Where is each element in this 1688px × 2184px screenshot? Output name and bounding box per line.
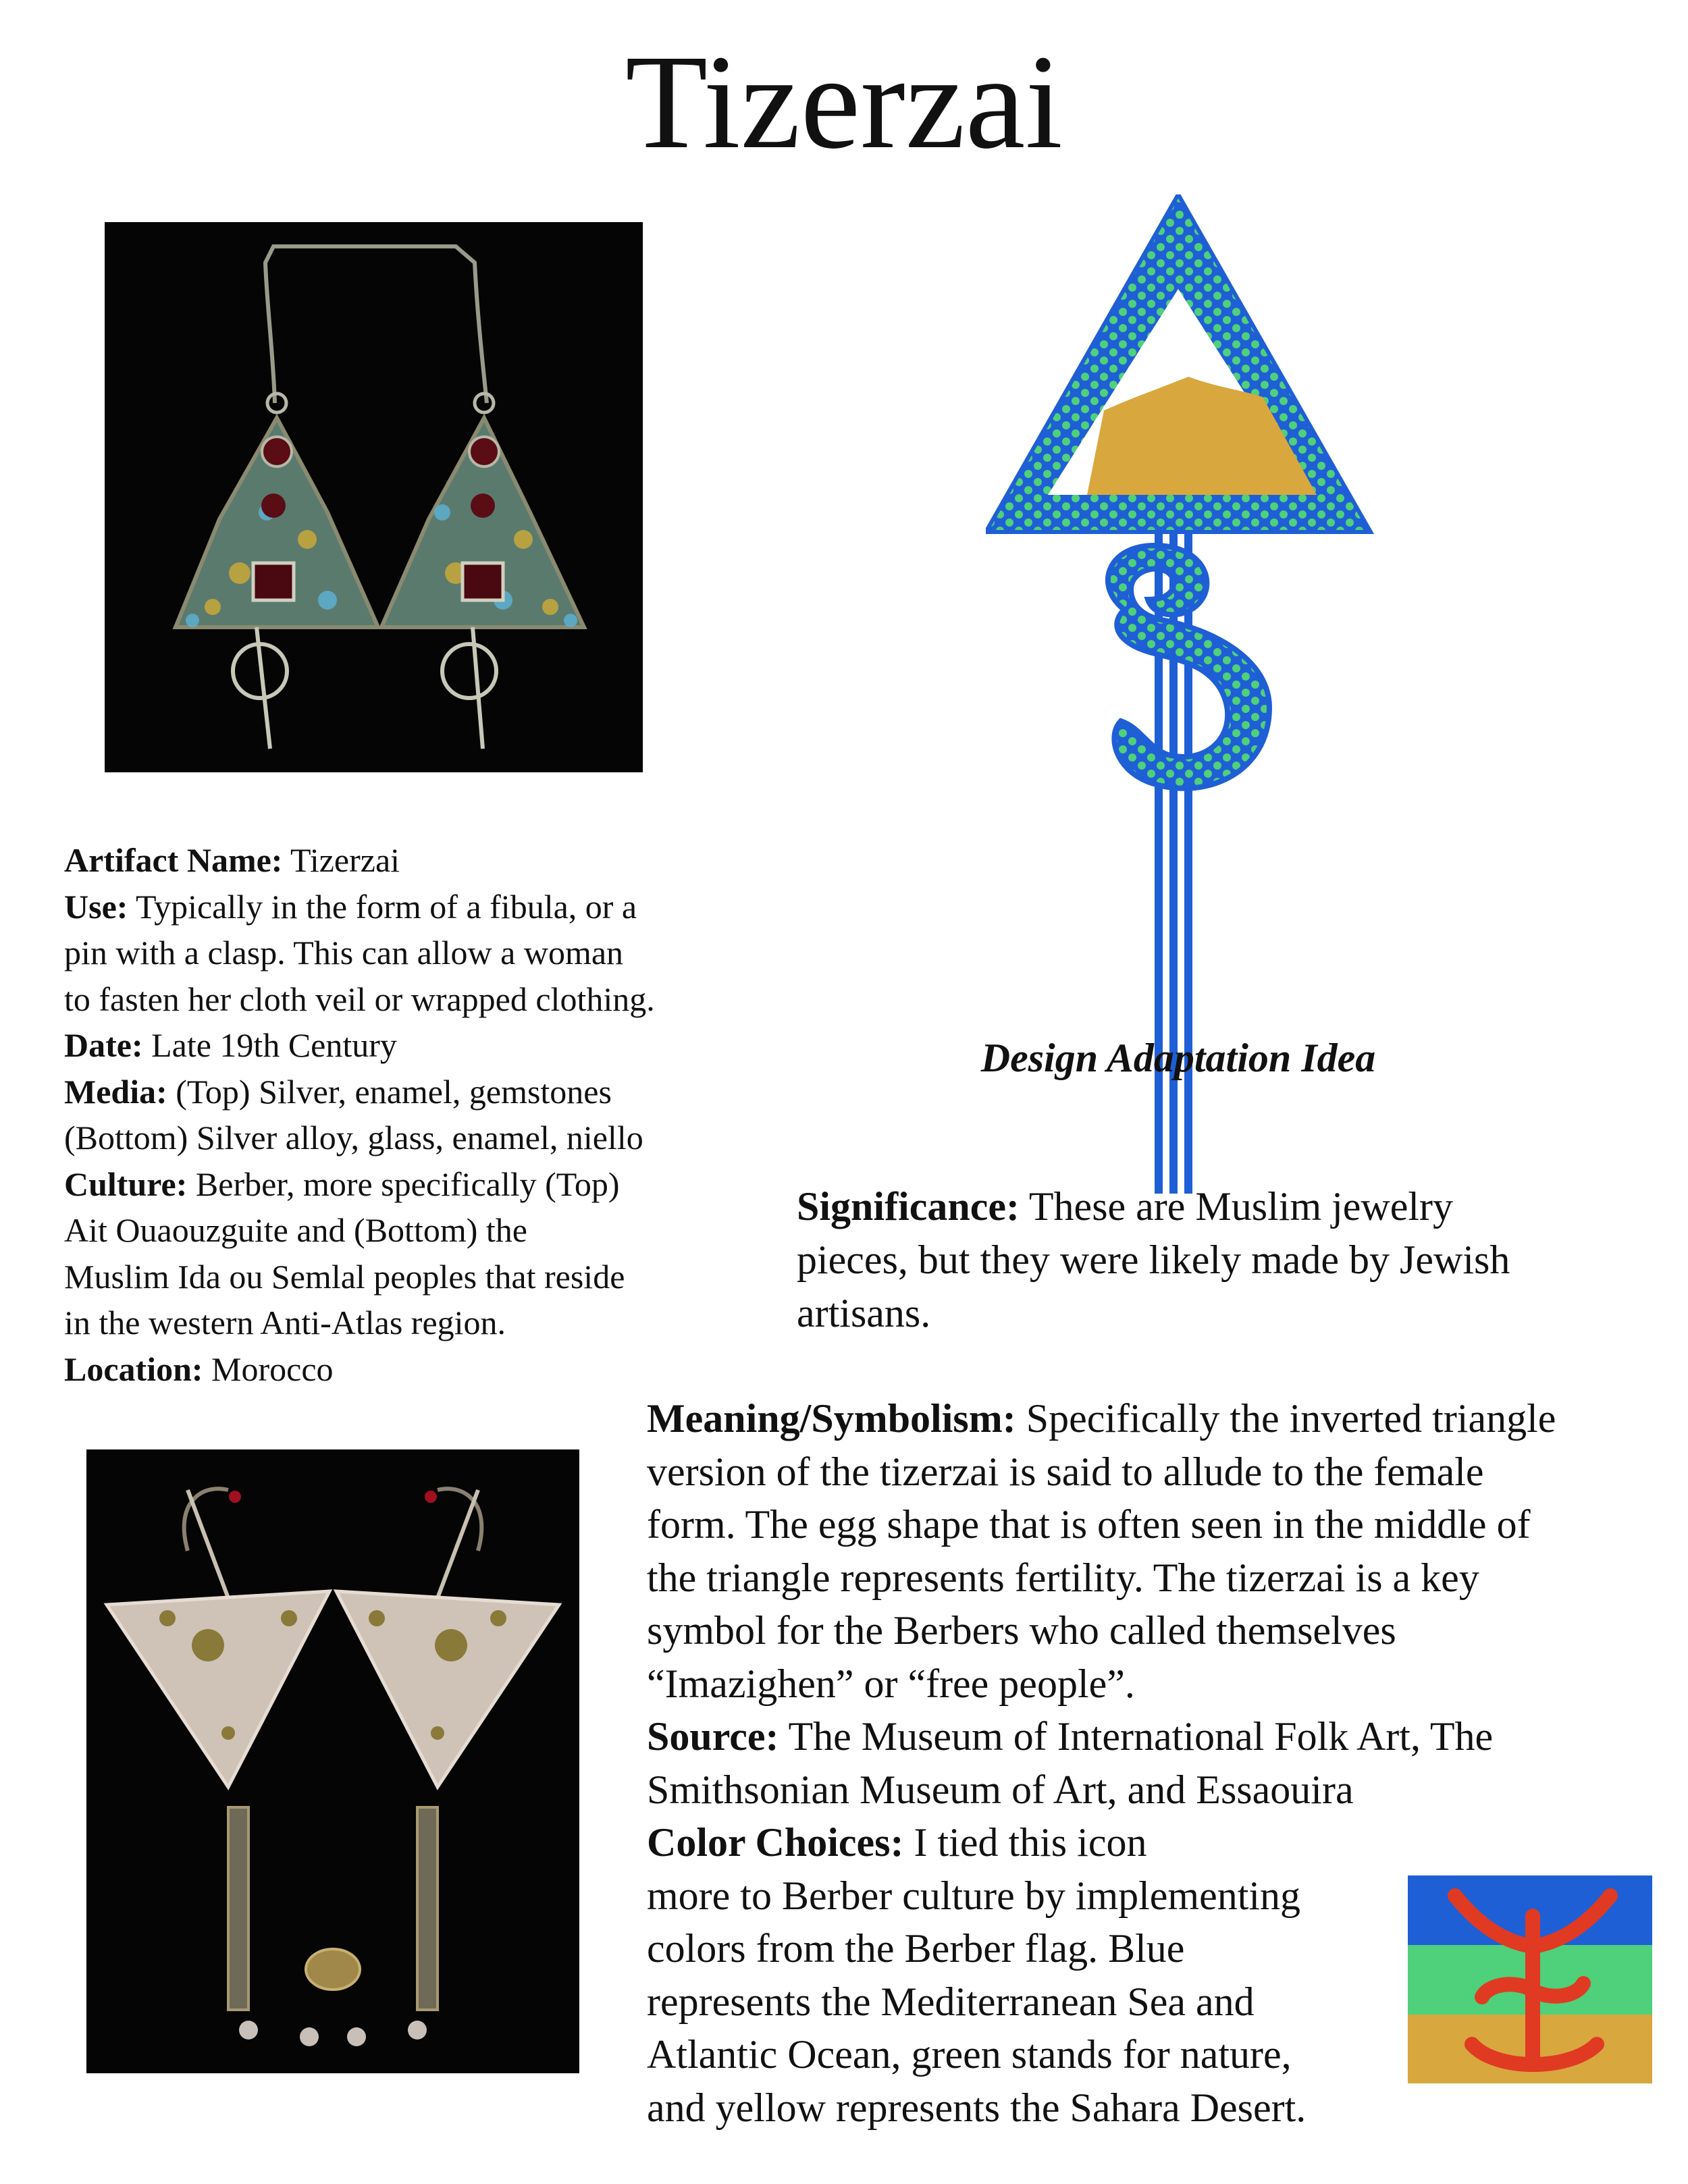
culture-text: Berber, more specifically (Top) — [195, 1165, 620, 1203]
source-text: The Museum of International Folk Art, The — [788, 1714, 1494, 1759]
tizerzai-silver-pair-photo — [86, 1449, 579, 2073]
tizerzai-enamel-pair-photo — [105, 222, 643, 772]
media-label: Media: — [64, 1072, 167, 1111]
culture-text: Muslim Ida ou Semlal peoples that reside — [64, 1257, 625, 1296]
culture-label: Culture: — [64, 1165, 188, 1203]
significance-section — [797, 1180, 1510, 1340]
date-row — [64, 1022, 655, 1069]
page-title: Tizerzai — [625, 28, 1063, 177]
location-label: Location: — [64, 1350, 203, 1388]
meaning-text: the triangle represents fertility. The tizerzai is a key — [647, 1555, 1479, 1600]
artifact-name-label: Artifact Name: — [64, 841, 283, 879]
media-row — [64, 1069, 655, 1115]
significance-row — [797, 1180, 1510, 1233]
color-choices-text: more to Berber culture by implementing — [647, 1873, 1301, 1918]
color-choices-text: colors from the Berber flag. Blue — [647, 1926, 1185, 1971]
artifact-details — [64, 837, 655, 1392]
significance-text: artisans. — [797, 1291, 931, 1335]
meaning-label: Meaning/Symbolism: — [647, 1396, 1016, 1441]
media-text: (Top) Silver, enamel, gemstones — [176, 1072, 612, 1111]
color-choices-text: and yellow represents the Sahara Desert. — [647, 2085, 1307, 2130]
use-text: pin with a clasp. This can allow a woman — [64, 934, 624, 971]
meaning-text: form. The egg shape that is often seen in the middle of — [647, 1502, 1531, 1547]
significance-text: These are Muslim jewelry — [1028, 1184, 1454, 1229]
source-text: Smithsonian Museum of Art, and Essaouira — [647, 1767, 1354, 1812]
date-label: Date: — [64, 1026, 143, 1064]
meaning-text: “Imazighen” or “free people”. — [647, 1661, 1135, 1706]
design-adaptation-drawing — [986, 194, 1404, 1329]
artifact-name-value: Tizerzai — [290, 841, 400, 879]
culture-row — [64, 1161, 655, 1208]
color-choices-row — [647, 1816, 1556, 1869]
meaning-text: symbol for the Berbers who called themselves — [647, 1608, 1396, 1653]
media-text: (Bottom) Silver alloy, glass, enamel, niello — [64, 1119, 643, 1156]
use-label: Use: — [64, 887, 128, 926]
color-choices-text: I tied this icon — [914, 1820, 1147, 1865]
color-choices-label: Color Choices: — [647, 1820, 904, 1865]
color-choices-text: Atlantic Ocean, green stands for nature, — [647, 2032, 1292, 2077]
culture-text: in the western Anti-Atlas region. — [64, 1304, 506, 1341]
source-row — [647, 1710, 1556, 1763]
design-caption-line: Design Adaptation — [980, 1036, 1292, 1080]
significance-label: Significance: — [797, 1184, 1020, 1229]
meaning-text: Specifically the inverted triangle — [1026, 1396, 1556, 1441]
meaning-text: version of the tizerzai is said to allude to the female — [647, 1449, 1484, 1494]
color-choices-text: represents the Mediterranean Sea and — [647, 1979, 1255, 2024]
artifact-name-row — [64, 837, 655, 884]
location-row — [64, 1346, 655, 1393]
culture-text: Ait Ouaouzguite and (Bottom) the — [64, 1211, 527, 1249]
location-value: Morocco — [211, 1350, 334, 1388]
berber-flag — [1408, 1875, 1652, 2083]
significance-text: pieces, but they were likely made by Jewish — [797, 1237, 1510, 1282]
use-row — [64, 884, 655, 930]
source-label: Source: — [647, 1714, 779, 1759]
design-caption — [966, 1032, 1391, 1084]
use-text: to fasten her cloth veil or wrapped clothing. — [64, 980, 655, 1018]
date-value: Late 19th Century — [151, 1026, 397, 1064]
design-caption-line: Idea — [1301, 1036, 1376, 1080]
use-text: Typically in the form of a fibula, or a — [136, 887, 637, 926]
meaning-row — [647, 1392, 1556, 1445]
